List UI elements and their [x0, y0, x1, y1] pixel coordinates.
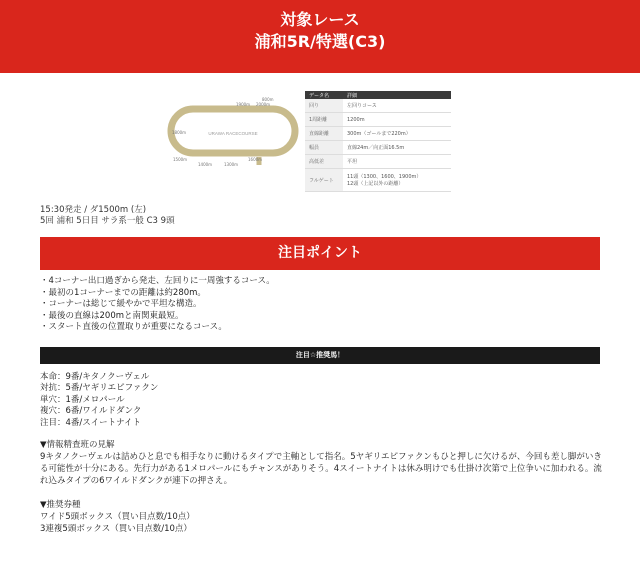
mark-label: 2000m	[256, 102, 271, 107]
mark-label: 1800m	[172, 130, 187, 135]
table-row: 1周距離 1200m	[305, 113, 451, 127]
analysis-text: 9キタノクーヴェルは詰めひと息でも相手なりに動けるタイプで主軸として指名。5ヤギリエピファクンもひと押しに欠けるが、今回も差し脚がいきる可能性が十分にある。先行力がある1メロパールにもチャンスがありそう。4スイートナイトは休み明けでも仕掛け次第で上位争いに加われる。流れ込みタイプの6ワイルドダンクが連下の押さえ。	[40, 452, 602, 486]
mark-label: 1500m	[173, 157, 188, 162]
header-title: 対象レース	[280, 10, 360, 29]
betting-section	[40, 499, 640, 535]
list-item: 本命：9番/キタノクーヴェル	[40, 371, 150, 382]
picks-list	[40, 372, 640, 430]
mark-label: 1400m	[198, 162, 213, 167]
mark-label: 1900m	[236, 102, 251, 107]
list-item: 対抗：5番/ヤギリエピファクン	[40, 383, 159, 393]
points-list	[40, 276, 640, 334]
analysis-section	[40, 439, 610, 487]
table-row: 高低差 平坦	[305, 155, 451, 169]
table-row: 幅員 直線24m／向正面16.5m	[305, 141, 451, 155]
list-item: 注目：4番/スイートナイト	[40, 417, 142, 428]
list-item: 3連複5頭ボックス（買い目点数/10点）	[40, 524, 192, 534]
table-row: 回り 左回りコース	[305, 99, 451, 113]
points-banner: 注目ポイント	[40, 237, 600, 270]
table-header: 詳細	[343, 91, 451, 99]
race-meeting-info: 5回 浦和 5日目 サラ系一般 C3 9頭	[40, 216, 175, 226]
list-item: ・スタート直後の位置取りが重要になるコース。	[40, 322, 227, 332]
header-race-name: 浦和5R/特選(C3)	[254, 32, 386, 51]
mark-label: 800m	[262, 97, 274, 102]
list-item: ・コーナーは総じて緩やかで平坦な構造。	[40, 299, 202, 309]
course-data-table	[305, 91, 451, 192]
race-info	[40, 205, 640, 227]
page-header	[0, 0, 640, 73]
recommend-bar: 注目☆推奨馬！	[40, 347, 600, 364]
list-item: ・最初の1コーナーまでの距離は約280m。	[40, 287, 206, 298]
table-header: データ名	[305, 91, 343, 99]
race-time-distance: 15:30発走 / ダ1500m (左)	[40, 205, 147, 215]
course-center-label: URAWA RACECOURSE	[208, 131, 258, 136]
mark-label: 1300m	[224, 162, 239, 167]
list-item: 複穴：6番/ワイルドダンク	[40, 406, 142, 416]
course-section	[0, 87, 640, 199]
list-item: 単穴：1番/メロパール	[40, 394, 125, 405]
list-item: ・最後の直線は200mと南関東最短。	[40, 310, 184, 321]
list-item: ・4コーナー出口過ぎから発走、左回りに一周強するコース。	[40, 276, 275, 286]
list-item: ワイド5頭ボックス（買い目点数/10点）	[40, 512, 195, 522]
table-row: 直線距離 300m（ゴールまで220m）	[305, 127, 451, 141]
analysis-heading: ▼情報精査班の見解	[40, 440, 115, 450]
mark-label: 1600m	[248, 157, 263, 162]
table-row: フルゲート 11頭（1300、1600、1900m） 12頭（上記以外の距離）	[305, 169, 451, 192]
betting-heading: ▼推奨券種	[40, 500, 81, 510]
